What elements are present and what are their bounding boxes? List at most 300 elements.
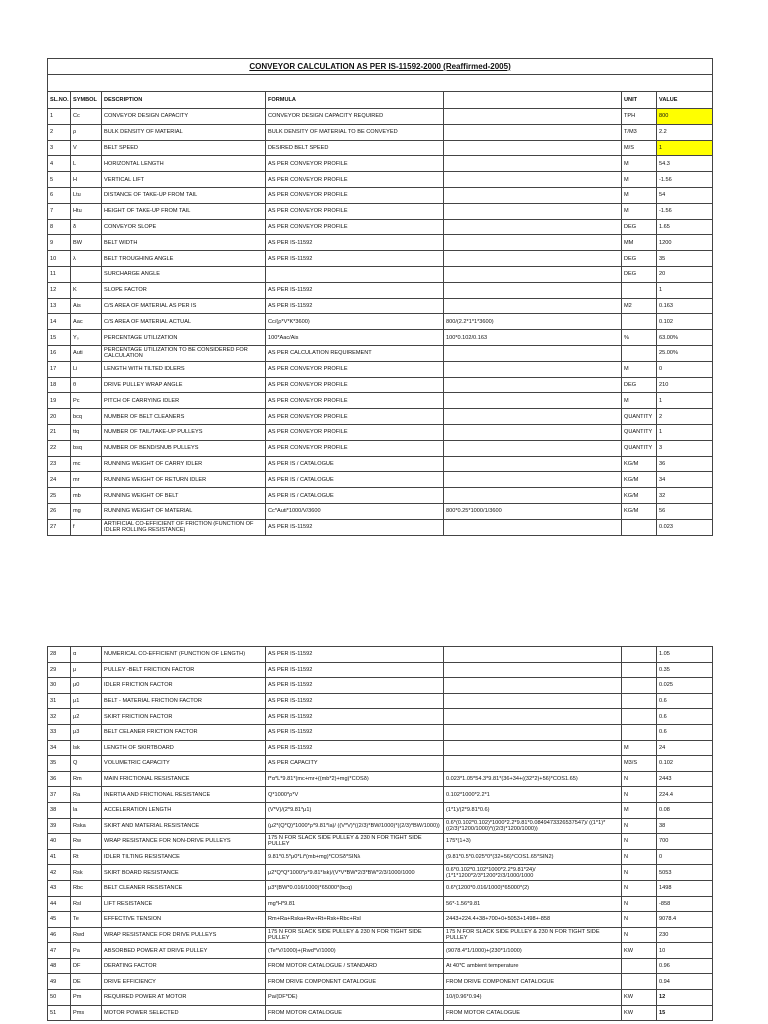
- table-row: [48, 440, 713, 456]
- cell-value: 15: [657, 1005, 713, 1021]
- cell-symbol: V: [71, 140, 102, 156]
- cell-working: [444, 456, 622, 472]
- cell-formula: AS PER CALCULATION REQUIREMENT: [266, 345, 444, 361]
- cell-value: 0: [657, 361, 713, 377]
- cell-working: 2443+224.4+38+700+0+5053+1498+-858: [444, 912, 622, 928]
- cell-formula: AS PER IS-11592: [266, 709, 444, 725]
- cell-slno: 47: [48, 943, 71, 959]
- calculation-table-part-2: [47, 646, 713, 1021]
- cell-working: [444, 424, 622, 440]
- cell-symbol: Rsk: [71, 865, 102, 881]
- cell-value: 1.65: [657, 219, 713, 235]
- cell-unit: [622, 647, 657, 663]
- cell-slno: 20: [48, 409, 71, 425]
- cell-working: [444, 235, 622, 251]
- cell-unit: QUANTITY: [622, 409, 657, 425]
- cell-working: [444, 140, 622, 156]
- cell-slno: 43: [48, 880, 71, 896]
- cell-symbol: μ0: [71, 678, 102, 694]
- cell-unit: T/M3: [622, 124, 657, 140]
- cell-value: 1: [657, 140, 713, 156]
- cell-symbol: λ: [71, 251, 102, 267]
- cell-slno: 38: [48, 802, 71, 818]
- cell-unit: M: [622, 172, 657, 188]
- cell-slno: 32: [48, 709, 71, 725]
- cell-symbol: Pc: [71, 393, 102, 409]
- cell-formula: AS PER CONVEYOR PROFILE: [266, 187, 444, 203]
- cell-symbol: Pm: [71, 990, 102, 1006]
- blank-row: [48, 75, 713, 92]
- header-formula: FORMULA: [266, 92, 444, 109]
- cell-description: IDLER TILTING RESISTANCE: [102, 849, 266, 865]
- cell-description: WRAP RESISTANCE FOR DRIVE PULLEYS: [102, 927, 266, 943]
- cell-description: HEIGHT OF TAKE-UP FROM TAIL: [102, 203, 266, 219]
- cell-symbol: Li: [71, 361, 102, 377]
- cell-unit: N: [622, 834, 657, 850]
- cell-description: C/S AREA OF MATERIAL ACTUAL: [102, 314, 266, 330]
- cell-unit: [622, 662, 657, 678]
- table-row: [48, 361, 713, 377]
- cell-unit: N: [622, 896, 657, 912]
- cell-unit: [622, 709, 657, 725]
- cell-symbol: Htu: [71, 203, 102, 219]
- cell-value: 224.4: [657, 787, 713, 803]
- table-row: [48, 345, 713, 361]
- cell-description: EFFECTIVE TENSION: [102, 912, 266, 928]
- cell-description: BELT CELANER FRICTION FACTOR: [102, 724, 266, 740]
- cell-symbol: Cc: [71, 109, 102, 125]
- table-row: [48, 488, 713, 504]
- cell-value: 0: [657, 849, 713, 865]
- cell-slno: 8: [48, 219, 71, 235]
- cell-formula: CONVEYOR DESIGN CAPACITY REQUIRED: [266, 109, 444, 125]
- cell-formula: AS PER IS-11592: [266, 235, 444, 251]
- cell-slno: 23: [48, 456, 71, 472]
- cell-slno: 2: [48, 124, 71, 140]
- cell-description: ACCELERATION LENGTH: [102, 802, 266, 818]
- cell-formula: (Te*V/1000)+(Rwd*V/1000): [266, 943, 444, 959]
- cell-working: 100*0.102/0.163: [444, 330, 622, 346]
- cell-working: [444, 282, 622, 298]
- cell-symbol: mr: [71, 472, 102, 488]
- cell-formula: AS PER IS-11592: [266, 693, 444, 709]
- cell-formula: mg*H*9.81: [266, 896, 444, 912]
- cell-symbol: DE: [71, 974, 102, 990]
- cell-slno: 11: [48, 266, 71, 282]
- cell-slno: 51: [48, 1005, 71, 1021]
- cell-symbol: μ1: [71, 693, 102, 709]
- cell-unit: M: [622, 187, 657, 203]
- cell-working: 0.023*1.05*54.3*9.81*(36+34+((32*2)+56)*COS1.65): [444, 771, 622, 787]
- cell-formula: FROM DRIVE COMPONENT CATALOGUE: [266, 974, 444, 990]
- cell-unit: %: [622, 330, 657, 346]
- cell-description: NUMBER OF BEND/SNUB PULLEYS: [102, 440, 266, 456]
- cell-unit: [622, 724, 657, 740]
- cell-unit: [622, 958, 657, 974]
- table-row: [48, 298, 713, 314]
- cell-slno: 28: [48, 647, 71, 663]
- cell-working: [444, 409, 622, 425]
- cell-slno: 19: [48, 393, 71, 409]
- cell-value: 1: [657, 424, 713, 440]
- cell-symbol: BW: [71, 235, 102, 251]
- cell-working: (9078.4*1/1000)+(230*1/1000): [444, 943, 622, 959]
- table-row: [48, 140, 713, 156]
- header-description: DESCRIPTION: [102, 92, 266, 109]
- cell-slno: 48: [48, 958, 71, 974]
- cell-working: [444, 724, 622, 740]
- cell-symbol: bcq: [71, 409, 102, 425]
- cell-working: At 40℃ ambient temperature: [444, 958, 622, 974]
- cell-unit: QUANTITY: [622, 424, 657, 440]
- cell-formula: 100*Aac/Ais: [266, 330, 444, 346]
- cell-formula: AS PER CONVEYOR PROFILE: [266, 440, 444, 456]
- cell-formula: AS PER IS-11592: [266, 298, 444, 314]
- cell-description: SKIRT FRICTION FACTOR: [102, 709, 266, 725]
- cell-description: DERATING FACTOR: [102, 958, 266, 974]
- cell-slno: 4: [48, 156, 71, 172]
- table-row: [48, 503, 713, 519]
- cell-description: BELT WIDTH: [102, 235, 266, 251]
- cell-slno: 36: [48, 771, 71, 787]
- table-row: [48, 834, 713, 850]
- cell-working: 0.6*(1200*0.016/1000)*65000*(2): [444, 880, 622, 896]
- cell-value: 24: [657, 740, 713, 756]
- cell-description: SKIRT AND MATERIAL RESISTANCE: [102, 818, 266, 834]
- cell-symbol: Rbc: [71, 880, 102, 896]
- cell-value: 0.6: [657, 724, 713, 740]
- cell-slno: 24: [48, 472, 71, 488]
- cell-value: 1: [657, 282, 713, 298]
- cell-unit: N: [622, 787, 657, 803]
- cell-value: 3: [657, 440, 713, 456]
- table-row: [48, 990, 713, 1006]
- calculation-table-part-1: [47, 58, 713, 536]
- header-unit: UNIT: [622, 92, 657, 109]
- cell-symbol: H: [71, 172, 102, 188]
- cell-formula: 175 N FOR SLACK SIDE PULLEY & 230 N FOR TIGHT SIDE PULLEY: [266, 927, 444, 943]
- cell-slno: 35: [48, 756, 71, 772]
- cell-formula: AS PER IS / CATALOGUE: [266, 488, 444, 504]
- cell-value: 56: [657, 503, 713, 519]
- cell-symbol: mc: [71, 456, 102, 472]
- cell-description: LENGTH WITH TILTED IDLERS: [102, 361, 266, 377]
- cell-symbol: f: [71, 519, 102, 535]
- cell-unit: [622, 678, 657, 694]
- cell-description: VERTICAL LIFT: [102, 172, 266, 188]
- cell-slno: 49: [48, 974, 71, 990]
- cell-working: 175 N FOR SLACK SIDE PULLEY & 230 N FOR TIGHT SIDE PULLEY: [444, 927, 622, 943]
- table-row: [48, 662, 713, 678]
- table-row: [48, 974, 713, 990]
- cell-unit: KG/M: [622, 456, 657, 472]
- cell-symbol: DF: [71, 958, 102, 974]
- cell-value: 0.35: [657, 662, 713, 678]
- cell-value: 0.96: [657, 958, 713, 974]
- cell-unit: DEG: [622, 219, 657, 235]
- cell-working: 10/(0.96*0.94): [444, 990, 622, 1006]
- cell-formula: FROM MOTOR CATALOGUE / STANDARD: [266, 958, 444, 974]
- cell-working: [444, 298, 622, 314]
- cell-value: 1498: [657, 880, 713, 896]
- cell-slno: 25: [48, 488, 71, 504]
- cell-symbol: μ2: [71, 709, 102, 725]
- cell-formula: 9.81*0.5*μ0*Li*(mb+mg)*COSδ*SINλ: [266, 849, 444, 865]
- header-row: [48, 92, 713, 109]
- cell-value: 2: [657, 409, 713, 425]
- cell-description: DRIVE EFFICIENCY: [102, 974, 266, 990]
- cell-value: 36: [657, 456, 713, 472]
- table-row: [48, 927, 713, 943]
- cell-working: [444, 740, 622, 756]
- cell-symbol: Ra: [71, 787, 102, 803]
- cell-unit: M: [622, 361, 657, 377]
- cell-description: SLOPE FACTOR: [102, 282, 266, 298]
- cell-working: [444, 709, 622, 725]
- cell-value: -1.56: [657, 203, 713, 219]
- table-row: [48, 519, 713, 535]
- cell-slno: 10: [48, 251, 71, 267]
- cell-formula: BULK DENSITY OF MATERIAL TO BE CONVEYED: [266, 124, 444, 140]
- cell-value: 25.00%: [657, 345, 713, 361]
- cell-description: DISTANCE OF TAKE-UP FROM TAIL: [102, 187, 266, 203]
- cell-formula: AS PER IS-11592: [266, 740, 444, 756]
- cell-slno: 40: [48, 834, 71, 850]
- cell-value: 63.00%: [657, 330, 713, 346]
- cell-unit: KW: [622, 1005, 657, 1021]
- cell-symbol: Rw: [71, 834, 102, 850]
- table-row: [48, 124, 713, 140]
- cell-slno: 46: [48, 927, 71, 943]
- cell-slno: 16: [48, 345, 71, 361]
- cell-unit: KG/M: [622, 503, 657, 519]
- cell-working: FROM DRIVE COMPONENT CATALOGUE: [444, 974, 622, 990]
- cell-slno: 34: [48, 740, 71, 756]
- table-row: [48, 818, 713, 834]
- cell-description: MOTOR POWER SELECTED: [102, 1005, 266, 1021]
- cell-working: [444, 377, 622, 393]
- table-row: [48, 787, 713, 803]
- cell-formula: AS PER IS-11592: [266, 519, 444, 535]
- cell-unit: QUANTITY: [622, 440, 657, 456]
- table-row: [48, 424, 713, 440]
- cell-unit: N: [622, 818, 657, 834]
- cell-working: [444, 440, 622, 456]
- cell-symbol: μ: [71, 662, 102, 678]
- cell-description: ARTIFICIAL CO-EFFICIENT OF FRICTION (FUNCTION OF IDLER ROLLING RESISTANCE): [102, 519, 266, 535]
- cell-formula: AS PER IS-11592: [266, 647, 444, 663]
- table-row: [48, 896, 713, 912]
- header-value: VALUE: [657, 92, 713, 109]
- table-row: [48, 724, 713, 740]
- cell-unit: KW: [622, 990, 657, 1006]
- table-row: [48, 172, 713, 188]
- cell-value: 1200: [657, 235, 713, 251]
- cell-working: [444, 266, 622, 282]
- cell-formula: AS PER IS-11592: [266, 678, 444, 694]
- cell-value: 230: [657, 927, 713, 943]
- cell-description: REQUIRED POWER AT MOTOR: [102, 990, 266, 1006]
- cell-description: WRAP RESISTANCE FOR NON-DRIVE PULLEYS: [102, 834, 266, 850]
- table-row: [48, 109, 713, 125]
- cell-description: PULLEY -BELT FRICTION FACTOR: [102, 662, 266, 678]
- table-row: [48, 740, 713, 756]
- table-row: [48, 880, 713, 896]
- cell-unit: [622, 314, 657, 330]
- cell-description: C/S AREA OF MATERIAL AS PER IS: [102, 298, 266, 314]
- cell-symbol: Rm: [71, 771, 102, 787]
- cell-working: 175*(1+3): [444, 834, 622, 850]
- cell-formula: AS PER IS-11592: [266, 282, 444, 298]
- cell-description: RUNNING WEIGHT OF MATERIAL: [102, 503, 266, 519]
- cell-unit: DEG: [622, 251, 657, 267]
- cell-value: 800: [657, 109, 713, 125]
- cell-value: 0.6: [657, 709, 713, 725]
- cell-formula: [266, 266, 444, 282]
- cell-value: 34: [657, 472, 713, 488]
- cell-unit: DEG: [622, 377, 657, 393]
- cell-value: 38: [657, 818, 713, 834]
- cell-value: 0.023: [657, 519, 713, 535]
- cell-unit: M: [622, 156, 657, 172]
- cell-slno: 39: [48, 818, 71, 834]
- cell-slno: 44: [48, 896, 71, 912]
- cell-formula: AS PER IS-11592: [266, 724, 444, 740]
- cell-slno: 13: [48, 298, 71, 314]
- cell-unit: M2: [622, 298, 657, 314]
- cell-symbol: δ: [71, 219, 102, 235]
- table-row: [48, 314, 713, 330]
- cell-unit: M: [622, 203, 657, 219]
- cell-formula: AS PER CONVEYOR PROFILE: [266, 393, 444, 409]
- cell-unit: KW: [622, 943, 657, 959]
- cell-slno: 50: [48, 990, 71, 1006]
- cell-slno: 26: [48, 503, 71, 519]
- cell-value: 54.3: [657, 156, 713, 172]
- cell-symbol: Yₛ: [71, 330, 102, 346]
- table-row: [48, 219, 713, 235]
- cell-formula: DESIRED BELT SPEED: [266, 140, 444, 156]
- cell-description: CONVEYOR DESIGN CAPACITY: [102, 109, 266, 125]
- cell-working: (1*1)/(2*9.81*0.6): [444, 802, 622, 818]
- cell-value: 12: [657, 990, 713, 1006]
- table-row: [48, 456, 713, 472]
- cell-unit: M3/S: [622, 756, 657, 772]
- cell-slno: 6: [48, 187, 71, 203]
- cell-value: -858: [657, 896, 713, 912]
- cell-description: NUMBER OF TAIL/TAKE-UP PULLEYS: [102, 424, 266, 440]
- cell-formula: μ2*Q*Q*1000*ρ*9.81*lsk)/(V*V*BW*2/3*BW*2/3/1000/1000: [266, 865, 444, 881]
- cell-unit: N: [622, 849, 657, 865]
- cell-value: 2443: [657, 771, 713, 787]
- header-working: [444, 92, 622, 109]
- cell-formula: AS PER CONVEYOR PROFILE: [266, 172, 444, 188]
- cell-working: 0.6*0.102*0.102*1000*2.2*9.81*24)/ (1*1*1200*2/3*1200*2/3/1000/1000: [444, 865, 622, 881]
- cell-description: NUMBER OF BELT CLEANERS: [102, 409, 266, 425]
- cell-symbol: Rska: [71, 818, 102, 834]
- cell-unit: N: [622, 912, 657, 928]
- cell-symbol: Rt: [71, 849, 102, 865]
- cell-symbol: Aac: [71, 314, 102, 330]
- cell-symbol: [71, 266, 102, 282]
- cell-unit: KG/M: [622, 488, 657, 504]
- cell-unit: [622, 519, 657, 535]
- cell-slno: 5: [48, 172, 71, 188]
- cell-description: CONVEYOR SLOPE: [102, 219, 266, 235]
- cell-unit: M/S: [622, 140, 657, 156]
- cell-symbol: L: [71, 156, 102, 172]
- cell-description: SURCHARGE ANGLE: [102, 266, 266, 282]
- table-row: [48, 393, 713, 409]
- table-row: [48, 709, 713, 725]
- cell-symbol: Q: [71, 756, 102, 772]
- table-row: [48, 266, 713, 282]
- table-row: [48, 156, 713, 172]
- table-row: [48, 802, 713, 818]
- cell-symbol: ρ: [71, 124, 102, 140]
- cell-description: VOLUMETRIC CAPACITY: [102, 756, 266, 772]
- cell-formula: FROM MOTOR CATALOGUE: [266, 1005, 444, 1021]
- cell-slno: 27: [48, 519, 71, 535]
- cell-working: [444, 172, 622, 188]
- cell-slno: 3: [48, 140, 71, 156]
- cell-slno: 29: [48, 662, 71, 678]
- cell-slno: 37: [48, 787, 71, 803]
- cell-description: PITCH OF CARRYING IDLER: [102, 393, 266, 409]
- cell-slno: 30: [48, 678, 71, 694]
- cell-unit: DEG: [622, 266, 657, 282]
- cell-value: 0.102: [657, 314, 713, 330]
- cell-slno: 41: [48, 849, 71, 865]
- cell-symbol: θ: [71, 377, 102, 393]
- cell-symbol: α: [71, 647, 102, 663]
- header-slno: SL.NO.: [48, 92, 71, 109]
- cell-formula: Cc/(ρ*V*K*3600): [266, 314, 444, 330]
- cell-formula: Pa/(DF*DE): [266, 990, 444, 1006]
- table-row: [48, 647, 713, 663]
- cell-description: BELT CLEANER RESISTANCE: [102, 880, 266, 896]
- cell-formula: AS PER CONVEYOR PROFILE: [266, 377, 444, 393]
- cell-description: ABSORBED POWER AT DRIVE PULLEY: [102, 943, 266, 959]
- cell-working: [444, 519, 622, 535]
- cell-value: 210: [657, 377, 713, 393]
- cell-slno: 17: [48, 361, 71, 377]
- table-row: [48, 203, 713, 219]
- cell-description: HORIZONTAL LENGTH: [102, 156, 266, 172]
- cell-unit: MM: [622, 235, 657, 251]
- cell-value: 0.163: [657, 298, 713, 314]
- cell-unit: [622, 693, 657, 709]
- cell-value: 700: [657, 834, 713, 850]
- cell-slno: 7: [48, 203, 71, 219]
- cell-description: BULK DENSITY OF MATERIAL: [102, 124, 266, 140]
- cell-slno: 21: [48, 424, 71, 440]
- cell-slno: 45: [48, 912, 71, 928]
- cell-symbol: Auti: [71, 345, 102, 361]
- table-row: [48, 958, 713, 974]
- cell-formula: μ3*(BW*0.016/1000)*65000*(bcq): [266, 880, 444, 896]
- cell-unit: KG/M: [622, 472, 657, 488]
- cell-symbol: Ltu: [71, 187, 102, 203]
- cell-working: [444, 472, 622, 488]
- cell-description: IDLER FRICTION FACTOR: [102, 678, 266, 694]
- cell-description: NUMERICAL CO-EFFICIENT (FUNCTION OF LENGTH): [102, 647, 266, 663]
- cell-value: 32: [657, 488, 713, 504]
- cell-working: [444, 203, 622, 219]
- cell-working: [444, 345, 622, 361]
- cell-unit: N: [622, 771, 657, 787]
- cell-symbol: mg: [71, 503, 102, 519]
